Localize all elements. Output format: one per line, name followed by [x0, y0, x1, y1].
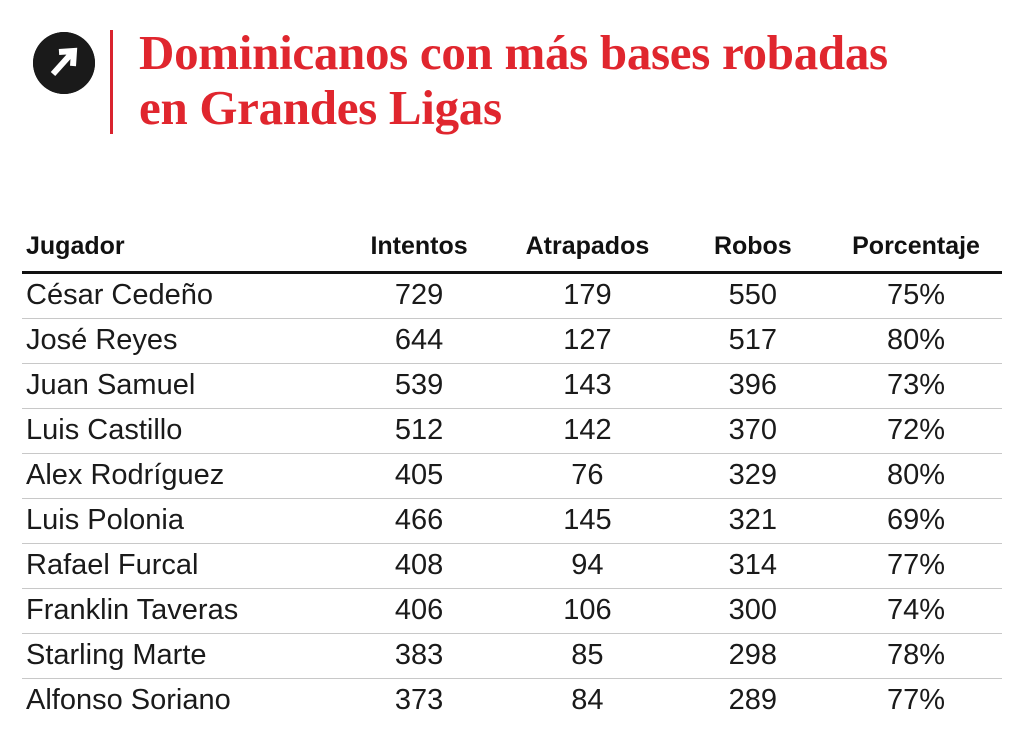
cell-robos: 517	[676, 319, 831, 364]
stats-table-container	[22, 232, 1002, 723]
cell-robos: 289	[728, 684, 778, 716]
cell-player: Alfonso Soriano	[26, 684, 231, 716]
cell-robos: 300	[676, 589, 831, 634]
table-row	[22, 454, 1002, 499]
cell-player: Luis Polonia	[22, 499, 339, 544]
table-head	[22, 232, 1002, 273]
cell-atrapados: 84	[571, 684, 604, 716]
stats-table	[22, 232, 1002, 723]
cell-porcentaje: 77%	[830, 544, 1002, 589]
cell-porcentaje: 80%	[830, 454, 1002, 499]
cell-intentos: 405	[339, 454, 499, 499]
cell-player: Luis Castillo	[22, 409, 339, 454]
arrow-up-right-circle-icon	[33, 32, 95, 94]
cell-intentos: 729	[339, 273, 499, 319]
cell-porcentaje: 72%	[830, 409, 1002, 454]
cell-robos: 396	[676, 364, 831, 409]
table-header-row	[22, 232, 1002, 273]
column-header-robos: Robos	[676, 232, 831, 273]
cell-porcentaje: 73%	[830, 364, 1002, 409]
cell-robos: 314	[676, 544, 831, 589]
column-header-atrapados: Atrapados	[499, 232, 675, 273]
table-row	[22, 634, 1002, 679]
table-row	[22, 409, 1002, 454]
cell-atrapados: 94	[499, 544, 675, 589]
cell-player: Starling Marte	[22, 634, 339, 679]
table-body	[22, 273, 1002, 724]
cell-robos: 321	[676, 499, 831, 544]
cell-intentos: 406	[339, 589, 499, 634]
cell-intentos: 644	[339, 319, 499, 364]
logo-container	[18, 24, 110, 94]
cell-intentos: 539	[339, 364, 499, 409]
column-header-porcentaje: Porcentaje	[830, 232, 1002, 273]
cell-atrapados: 106	[499, 589, 675, 634]
table-row	[22, 364, 1002, 409]
table-row	[22, 273, 1002, 319]
cell-player: Alex Rodríguez	[22, 454, 339, 499]
cell-intentos: 373	[394, 684, 444, 716]
cell-atrapados: 85	[499, 634, 675, 679]
cell-atrapados: 179	[499, 273, 675, 319]
cell-porcentaje: 78%	[830, 634, 1002, 679]
cell-atrapados: 143	[499, 364, 675, 409]
cell-robos: 550	[676, 273, 831, 319]
cell-porcentaje: 69%	[830, 499, 1002, 544]
cell-robos: 370	[676, 409, 831, 454]
column-header-jugador: Jugador	[22, 232, 339, 273]
cell-porcentaje: 74%	[830, 589, 1002, 634]
cell-player: César Cedeño	[22, 273, 339, 319]
cell-intentos: 383	[339, 634, 499, 679]
cell-player: Rafael Furcal	[22, 544, 339, 589]
cell-player: Franklin Taveras	[22, 589, 339, 634]
header-divider	[110, 30, 113, 134]
page-title: Dominicanos con más bases robadas en Grandes Ligas	[139, 25, 888, 135]
cell-atrapados: 127	[499, 319, 675, 364]
cell-intentos: 408	[339, 544, 499, 589]
cell-atrapados: 76	[499, 454, 675, 499]
cell-intentos: 466	[339, 499, 499, 544]
cell-player: José Reyes	[22, 319, 339, 364]
table-row	[22, 679, 1002, 724]
cell-robos: 329	[676, 454, 831, 499]
cell-intentos: 512	[339, 409, 499, 454]
cell-porcentaje: 77%	[887, 684, 946, 716]
table-row	[22, 319, 1002, 364]
cell-porcentaje: 80%	[830, 319, 1002, 364]
table-row	[22, 544, 1002, 589]
table-row	[22, 499, 1002, 544]
cell-atrapados: 145	[499, 499, 675, 544]
header	[0, 0, 1024, 142]
table-row	[22, 589, 1002, 634]
cell-porcentaje: 75%	[830, 273, 1002, 319]
column-header-intentos: Intentos	[339, 232, 499, 273]
cell-robos: 298	[676, 634, 831, 679]
cell-player: Juan Samuel	[22, 364, 339, 409]
cell-atrapados: 142	[499, 409, 675, 454]
